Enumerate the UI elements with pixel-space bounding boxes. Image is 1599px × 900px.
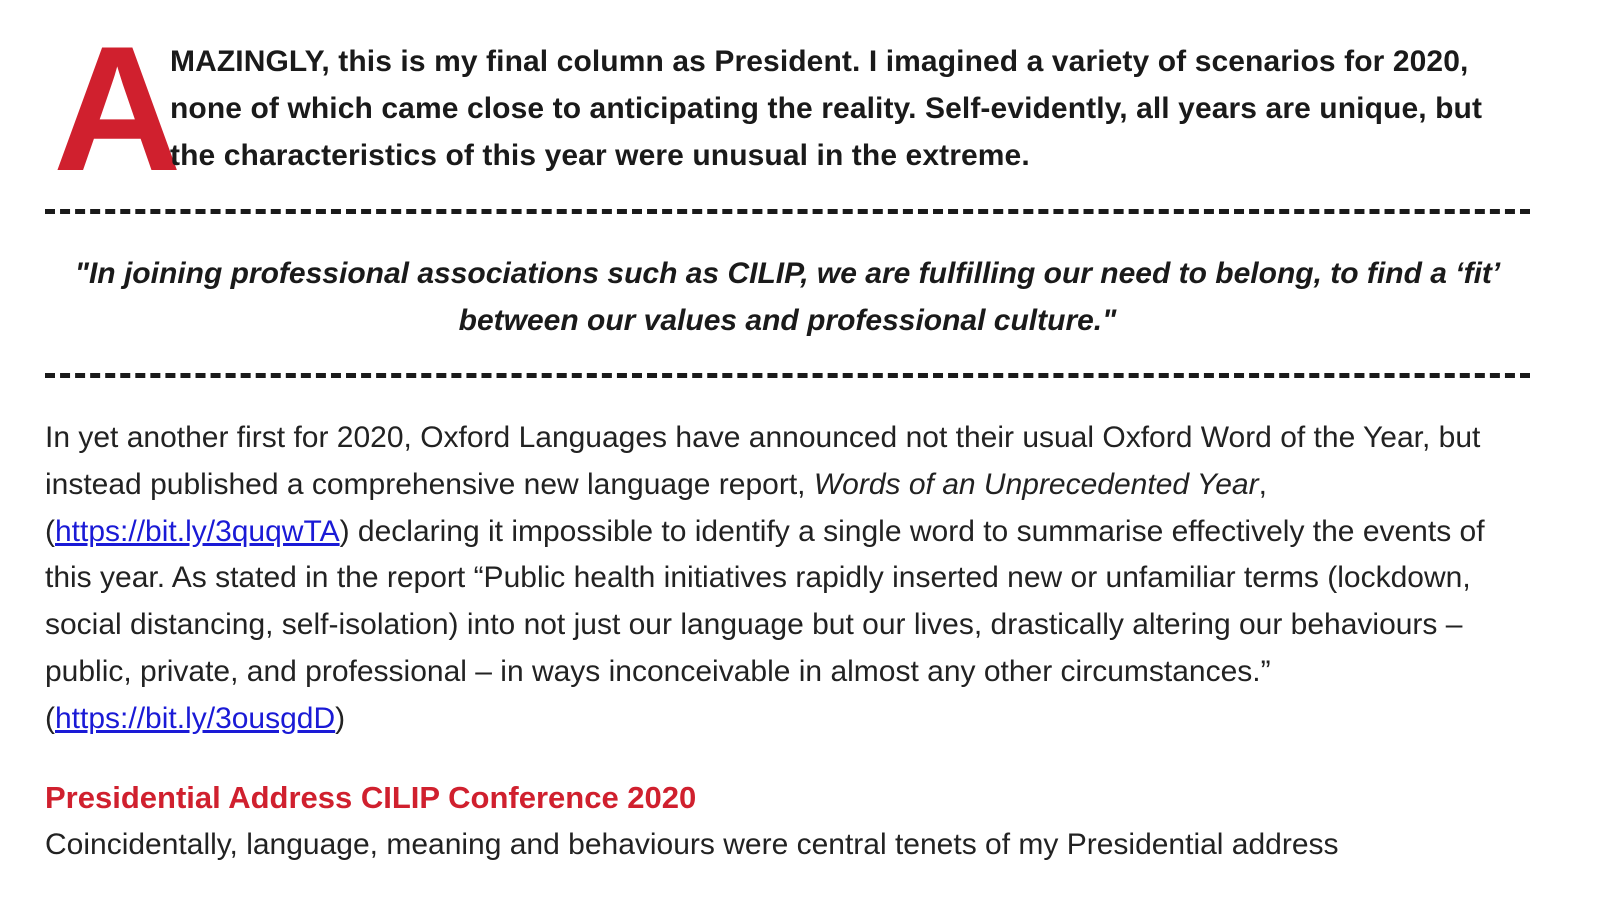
paragraph-text-start: In yet another first for 2020, Oxford Languages have announced not their usual Oxford Word of the Year, but instead published a comprehensive new language report, bbox=[45, 421, 1481, 501]
article-page bbox=[45, 0, 1530, 861]
paragraph-text-open-paren: , ( bbox=[45, 467, 1267, 548]
report-link[interactable]: https://bit.ly/3quqwTA bbox=[55, 514, 340, 548]
quote-source-link[interactable]: https://bit.ly/3ousgdD bbox=[55, 701, 336, 735]
paragraph-text-end: ) bbox=[335, 701, 346, 735]
report-title: Words of an Unprecedented Year bbox=[813, 467, 1259, 501]
body-paragraph bbox=[45, 415, 1530, 743]
dashed-divider-bottom bbox=[45, 373, 1530, 378]
section-paragraph: Coincidentally, language, meaning and behaviours were central tenets of my Presidential address bbox=[45, 828, 1339, 861]
paragraph-text-middle: ) declaring it impossible to identify a single word to summarise effectively the events of this year. As stated in the report “Public health initiatives rapidly inserted new or unfamiliar terms (lockdown, social distancing, self-isolation) into not just our language but our lives, drastically altering our behaviours – public, private, and professional – in ways inconceivable in almost any other circumstances.” ( bbox=[45, 514, 1485, 735]
intro-block bbox=[45, 0, 1530, 208]
dashed-divider-top bbox=[45, 209, 1530, 214]
section-heading: Presidential Address CILIP Conference 2020 bbox=[45, 780, 697, 815]
drop-cap: A bbox=[53, 9, 182, 208]
intro-paragraph: MAZINGLY, this is my final column as President. I imagined a variety of scenarios for 2020, none of which came close to anticipating the reality. Self-evidently, all years are unique, but the characteristics of this year were unusual in the extreme. bbox=[170, 45, 1483, 172]
pull-quote: "In joining professional associations such as CILIP, we are fulfilling our need to belong, to find a ‘fit’ between our values and professional culture." bbox=[74, 257, 1501, 337]
